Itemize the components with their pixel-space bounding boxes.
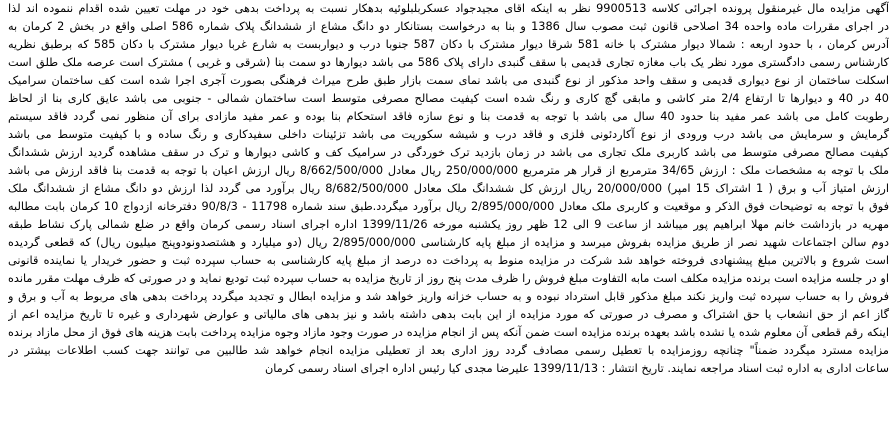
notice-line-9: کیفیت مصالح مصرفی متوسط می باشد کاربری ملک تجاری می باشد در زمان بازدید ترک خوردگی در سرامیک کف و کاشی دیوارها و ترک در سقف مشاهده گردید ارزش ششدانگ: [8, 146, 889, 159]
notice-line-19: اینکه رقم قطعی آن معلوم شده یا نشده باشد بعهده برنده مزایده است ضمن آنکه پس از انجام مزایده در صورت وجود مازاد وجوه مزایده پرداخت بابت هزینه های فوق از محل مازاد برنده: [8, 326, 889, 339]
notice-line-10: ملک با توجه به مشخصات ملک : ارزش 34/65 مترمربع از قرار هر مترمربع 250/000/000 ریال معادل 8/662/500/000 ریال ارزش اعیان با توجه به قدمت بنا فاقد ارزش می باشد: [8, 164, 889, 177]
notice-line-13: مهریه در بازداشت خانم مهلا ابراهیم پور میباشد از ساعت 9 الی 12 ظهر روز یکشنبه مورخه 1399/11/26 اداره اجرای اسناد رسمی کرمان واقع در ضلع شمالی پارک نشاط طبقه: [8, 218, 889, 231]
notice-line-20: مزایده مسترد میگردد ضمناً" چنانچه روزمزایده با تعطیل رسمی مصادف گردد روز اداری بعد از تعطیلی مزایده انجام خواهد شد طالبین می توانند جهت کسب اطلاعات بیشتر در: [8, 344, 889, 357]
notice-line-18: گاز اعم از حق انشعاب یا حق اشتراک و مصرف در صورتی که مورد مزایده از این بابت بدهی داشته باشد و نیز بدهی های مالیاتی و عوارض شهرداری و غیره تا تاریخ مزایده اعم از: [8, 308, 889, 321]
notice-line-7: رطوبت کامل می باشد عمر مفید بنا حدود 40 سال می باشد با توجه به قدمت بنا و نوع سازه فاقد استحکام بنا بوده و عمر مفید مازادی برای آن منظور نمی گردد فاقد سیستم: [8, 110, 889, 123]
notice-line-12: فوق با توجه به توضیحات فوق الذکر و موقعیت و کاربری ملک معادل 2/895/000/000 ریال برآورد میگردد.طبق سند شماره 11798 - 90/8/3 دفترخانه ازدواج 10 کرمان بابت مطالبه: [8, 200, 889, 213]
notice-line-6: 40 در 40 و دیوارها تا ارتفاع 2/4 متر کاشی و مابقی گچ کاری و رنگ شده است کیفیت مصالح مصرفی متوسط است ساختمان شمالی - جنوبی می باشد عایق کاری بنا از لحاظ: [8, 92, 889, 105]
notice-line-21: ساعات اداری به اداره ثبت اسناد مراجعه نمایند. تاریخ انتشار : 1399/11/13 علیرضا مجدی کیا رئیس اداره اجرای اسناد رسمی کرمان: [264, 362, 889, 375]
notice-line-3: آدرس کرمان ، با حدود اربعه : شمالا دیوار مشترک با خانه 581 شرقا دیوار مشترک با دکان 587 جنوبا درب و دیواربست به شارع غربا دیوار مشترک با دکان 585 که برطبق نظریه: [8, 38, 889, 51]
notice-line-16: او در جلسه مزایده است برنده مزایده مکلف است مابه التفاوت مبلغ فروش را ظرف مدت پنج روز از تاریخ مزایده به حساب سپرده ثبت تودیع نماید و در صورتی که ظرف مهلت مقرر مانده: [8, 272, 889, 285]
notice-line-1: آگهی مزایده مال غیرمنقول پرونده اجرائی کلاسه 9900513 نظر به اینکه اقای مجیدجواد عسکربلبلوئیه بدهکار نسبت به پرداخت بدهی خود در مهلت تعیین شده اقدام ننموده اند لذا: [8, 2, 889, 15]
notice-line-11: ارزش امتیاز آب و برق ( 1 اشتراک 15 امپر) 20/000/000 ریال ارزش کل ششدانگ ملک معادل 8/682/500/000 ریال برآورد می گردد لذا ارزش دو دانگ مشاع از ششدانگ ملک: [8, 182, 889, 195]
notice-line-17: فروش را به حساب سپرده ثبت واریز نکند مبلغ مذکور قابل استرداد نبوده و به حساب خزانه واریز خواهد شد و مزایده ابطال و تجدید میگردد پرداخت بدهی های مربوط به آب و برق و: [8, 290, 889, 303]
notice-line-14: دوم سالن اجتماعات شهید نصر از طریق مزایده بفروش میرسد و مزایده از مبلغ پایه کارشناسی 2/895/000/000 ریال (دو میلیارد و هشتصدونودوپنج میلیون ریال) که قطعی گردیده: [8, 236, 889, 249]
notice-line-5: اسکلت ساختمان از نوع دیواری قدیمی و سقف واحد مذکور از نوع گنبدی می باشد نمای سمت بازار طبق طرح میراث فرهنگی بصورت آجری اجرا شده است کف ساختمان سرامیک: [8, 74, 889, 87]
notice-line-8: گرمایش و سرمایش می باشد درب ورودی از نوع آکاردئونی فلزی و فاقد درب و شیشه سکوریت می باشد تزئینات داخلی سفیدکاری و رنگ ساده و با کیفیت متوسط می باشد: [8, 128, 889, 141]
notice-line-15: است شروع و بالاترین مبلغ پیشنهادی فروخته خواهد شد شرکت در مزایده منوط به پرداخت ده درصد از مبلغ پایه کارشناسی به حساب سپرده ثبت و حضور خریدار یا نماینده قانونی: [8, 254, 889, 267]
notice-line-4: کارشناس رسمی دادگستری مورد نظر یک باب مغازه تجاری قدیمی با سقف گنبدی دارای پلاک 586 می باشد دیوارها دو سمت بنا (شرقی و غربی ) مشترک است عرصه ملک طلق است: [8, 56, 889, 69]
notice-line-2: در اجرای مقررات ماده واحده 34 اصلاحی قانون ثبت مصوب سال 1386 و بنا به درخواست بستانکار دو دانگ مشاع از ششدانگ پلاک شماره 586 اصلی واقع در بخش 2 کرمان به: [8, 20, 889, 33]
